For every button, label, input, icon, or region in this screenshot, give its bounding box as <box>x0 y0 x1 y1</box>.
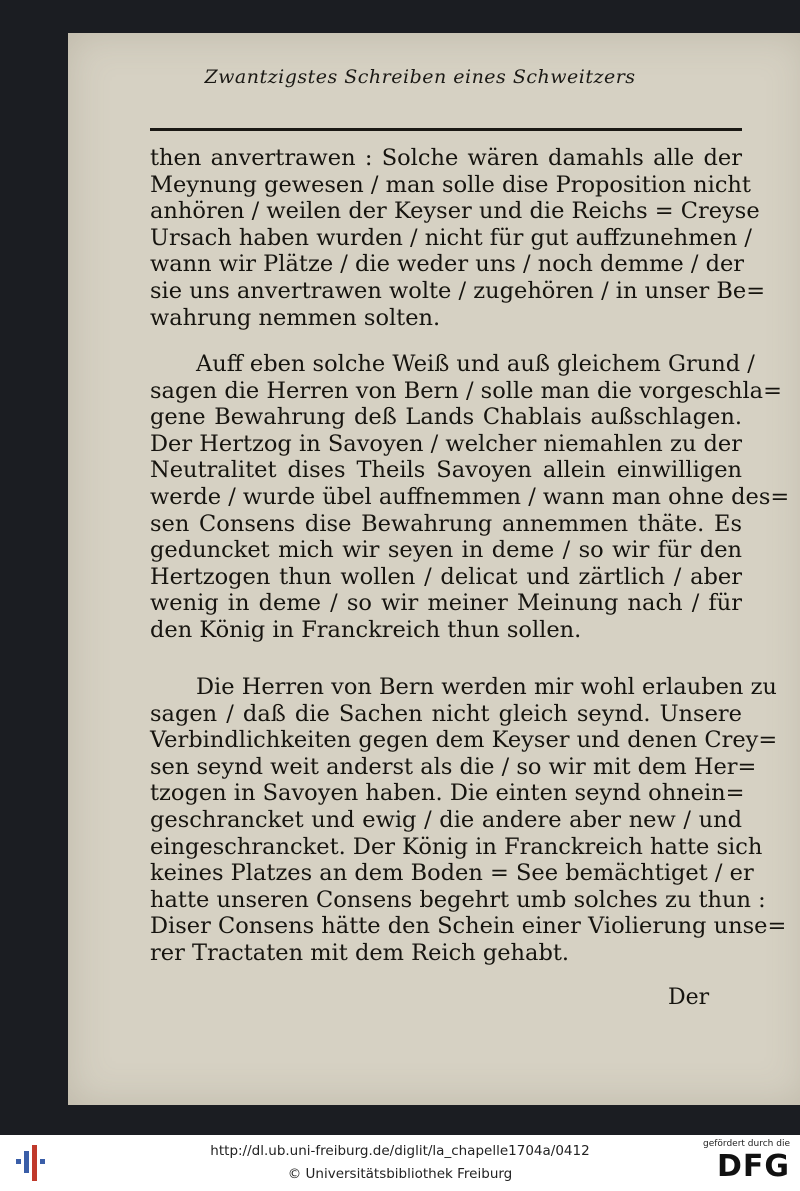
text-line: geduncket mich wir seyen in deme / so wir für den <box>150 537 742 564</box>
text-line: keines Platzes an dem Boden = See bemächtiget / er <box>150 860 754 887</box>
text-line: anhören / weilen der Keyser und die Reichs = Creyse <box>150 198 760 225</box>
text-line: then anvertrawen : Solche wären damahls alle der <box>150 145 742 171</box>
running-header: Zwantzigstes Schreiben eines Schweitzers <box>204 66 636 88</box>
text-line: wahrung nemmen solten. <box>150 304 441 331</box>
text-line: Auff eben solche Weiß und auß gleichem Grund / <box>196 351 755 377</box>
text-line: sie uns anvertrawen wolte / zugehören / in unser Be= <box>150 277 766 304</box>
text-line: gene Bewahrung deß Lands Chablais außschlagen. <box>150 404 742 431</box>
text-line: Verbindlichkeiten gegen dem Keyser und denen Crey= <box>150 727 778 754</box>
text-line: sen seynd weit anderst als die / so wir mit dem Her= <box>150 753 757 780</box>
text-line: Diser Consens hätte den Schein einer Violierung unse= <box>150 913 787 940</box>
text-line: geschrancket und ewig / die andere aber new / und <box>150 806 742 833</box>
text-line: rer Tractaten mit dem Reich gehabt. <box>150 939 570 966</box>
document-url[interactable]: http://dl.ub.uni-freiburg.de/diglit/la_chapelle1704a/0412 <box>210 1143 590 1159</box>
text-line: den König in Franckreich thun sollen. <box>150 616 582 643</box>
catchword: Der <box>668 985 710 1010</box>
text-line: Neutralitet dises Theils Savoyen allein einwilligen <box>150 457 742 484</box>
text-line: werde / wurde übel auffnemmen / wann man ohne des= <box>150 483 790 510</box>
text-line: hatte unseren Consens begehrt umb solches zu thun : <box>150 886 766 913</box>
text-line: sagen / daß die Sachen nicht gleich seynd. Unsere <box>150 700 742 727</box>
text-line: wenig in deme / so wir meiner Meinung nach / für <box>150 590 742 617</box>
viewer-footer <box>0 1135 800 1191</box>
paragraph-1 <box>150 145 766 331</box>
text-line: Die Herren von Bern werden mir wohl erlauben zu <box>196 674 777 700</box>
copyright-notice: © Universitätsbibliothek Freiburg <box>287 1166 513 1182</box>
text-line: eingeschrancket. Der König in Franckreich hatte sich <box>150 833 763 860</box>
paragraph-2 <box>150 351 790 644</box>
header-rule <box>150 128 742 131</box>
text-line: Hertzogen thun wollen / delicat und zärtlich / aber <box>150 563 742 590</box>
text-line: sagen die Herren von Bern / solle man die vorgeschla= <box>150 377 782 404</box>
funder-caption: gefördert durch die <box>703 1139 790 1149</box>
dfg-logo <box>698 1139 790 1187</box>
text-line: tzogen in Savoyen haben. Die einten seynd ohnein= <box>150 780 745 807</box>
text-line: Ursach haben wurden / nicht für gut auffzunehmen / <box>150 224 752 251</box>
text-line: Der Hertzog in Savoyen / welcher niemahlen zu der <box>150 430 742 457</box>
text-line: wann wir Plätze / die weder uns / noch demme / der <box>150 251 745 278</box>
text-line: sen Consens dise Bewahrung annemmen thäte. Es <box>150 510 742 537</box>
paragraph-3 <box>150 674 787 967</box>
dfg-wordmark: DFG <box>716 1149 790 1184</box>
text-line: Meynung gewesen / man solle dise Proposition nicht <box>150 171 751 198</box>
